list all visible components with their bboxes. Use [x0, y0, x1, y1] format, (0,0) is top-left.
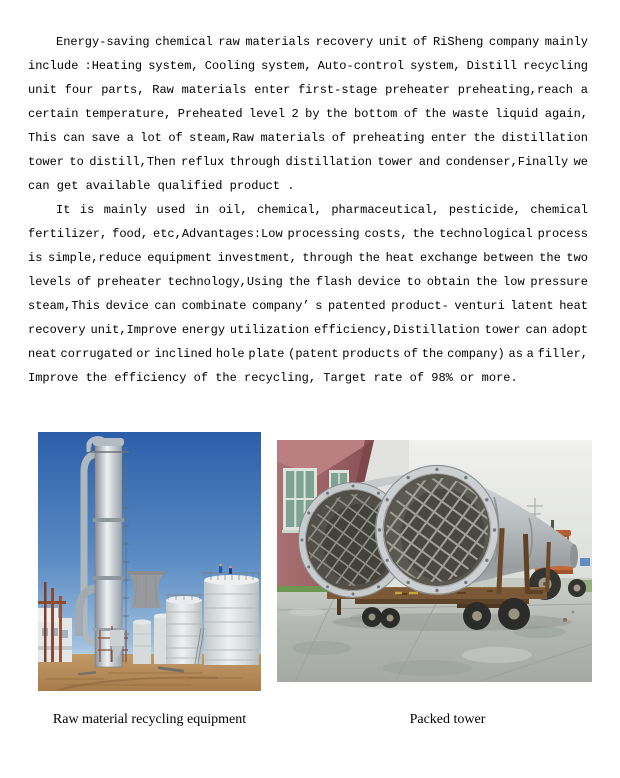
text-body [0, 0, 588, 390]
worker-figure [219, 566, 222, 573]
figures-row [38, 432, 620, 691]
text-line: certain temperature, Preheated level 2 by the bottom of the waste liquid again, [28, 107, 588, 121]
figure-raw-material-recycling-equipment [38, 432, 261, 691]
text-line: recovery unit,Improve energy utilization efficiency,Distillation tower can adopt [28, 323, 588, 337]
captions-row [38, 711, 620, 729]
text-line: can get available qualified product . [28, 179, 295, 193]
caption-packed-tower: Packed tower [409, 712, 486, 727]
text-line: is simple,reduce equipment investment, through the heat exchange between the two [28, 251, 588, 265]
text-line: unit four parts, Raw materials enter first-stage preheater preheating,reach a [28, 83, 588, 97]
text-line: steam,This device can combinate company’ s patented product- venturi latent heat [28, 299, 588, 313]
worker-figure [229, 568, 232, 574]
text-line: fertilizer, food, etc,Advantages:Low processing costs, the technological process [28, 227, 588, 241]
paragraph [28, 198, 588, 390]
caption-raw-material-recycling-equipment: Raw material recycling equipment [52, 712, 247, 727]
text-line: This can save a lot of steam,Raw materials of preheating enter the distillation [28, 131, 588, 145]
text-line: Improve the efficiency of the recycling, Target rate of 98% or more. [28, 371, 518, 385]
text-line: include :Heating system, Cooling system, Auto-control system, Distill recycling [28, 59, 588, 73]
text-line: tower to distill,Then reflux through distillation tower and condenser,Finally we [28, 155, 588, 169]
text-line: It is mainly used in oil, chemical, pharmaceutical, pesticide, chemical [56, 203, 588, 217]
packed-tower-photo [277, 440, 592, 682]
text-line: Energy-saving chemical raw materials recovery unit of RiSheng company mainly [56, 35, 588, 49]
text-line: levels of preheater technology,Using the flash device to obtain the low pressure [28, 275, 588, 289]
text-line: neat corrugated or inclined hole plate (patent products of the company) as a filler, [28, 347, 588, 361]
paragraph [28, 30, 588, 198]
raw-material-recycling-equipment-photo [38, 432, 261, 691]
figure-packed-tower [277, 440, 592, 682]
